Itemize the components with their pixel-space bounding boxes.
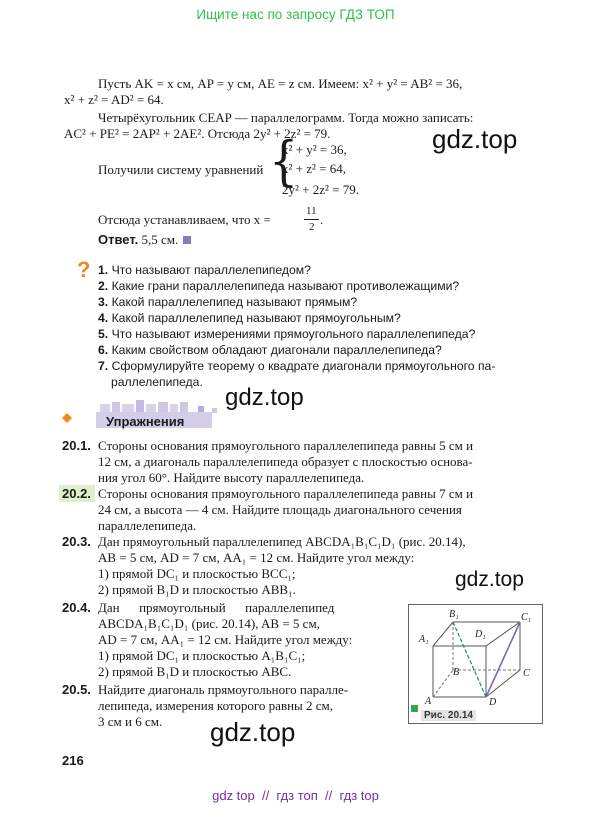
question-6: 6. Каким свойством обладают диагонали параллелепипеда? [98,343,442,357]
parallelepiped-diagram [409,605,542,723]
label-D1: D₁ [475,629,486,640]
exercise-20-4-number: 20.4. [62,600,91,615]
fraction-bar [304,219,319,220]
question-1: 1. Что называют параллелепипедом? [98,263,311,277]
exercise-20-5-number: 20.5. [62,682,91,697]
exercise-20-2-line-1: Стороны основания прямоугольного параллелепипеда равны 7 см и [98,486,474,501]
bottom-banner[interactable]: gdz top // гдз топ // гдз top [212,788,379,803]
exercise-20-2-line-2: 24 см, а высота — 4 см. Найдите площадь диагонального сечения [98,502,462,517]
exercise-20-4-line-4: 1) прямой DC₁ и плоскостью A₁B₁C₁; [98,648,306,663]
exercise-20-1-line-3: ния угол 60°. Найдите высоту параллелепипеда. [98,470,365,485]
question-mark-icon [76,258,94,280]
solution-line-2: x² + z² = AD² = 64. [64,92,164,107]
question-5: 5. Что называют измерениями прямоугольного параллелепипеда? [98,327,476,341]
exercise-20-4-line-3: AD = 7 см, AA₁ = 12 см. Найдите угол между: [98,632,353,647]
label-D: D [489,697,497,708]
fraction-denominator: 2 [309,221,315,233]
question-3: 3. Какой параллелепипед называют прямым? [98,295,358,309]
exercise-20-5-line-3: 3 см и 6 см. [98,714,163,729]
watermark-3: gdz.top [455,568,524,591]
watermark-4: gdz.top [210,717,296,747]
question-7: 7. Сформулируйте теорему о квадрате диагонали прямоугольного па- [98,359,496,373]
solution-line-1: Пусть AK = x см, AP = y см, AE = z см. Имеем: x² + y² = AB² = 36, [98,76,463,91]
fraction-numerator: 11 [306,205,317,217]
svg-text:?: ? [77,258,91,280]
hence-text: Отсюда устанавливаем, что x = [98,212,271,227]
solution-line-4: AC² + PE² = 2AP² + 2AE². Отсюда 2y² + 2z² = 79. [64,126,331,141]
system-eq-1: x² + y² = 36, [282,142,347,157]
label-B1: B₁ [449,609,459,620]
label-C: C [523,668,530,679]
answer-label: Ответ. [98,232,139,247]
question-4: 4. Какой параллелепипед называют прямоугольным? [98,311,401,325]
question-2: 2. Какие грани параллелепипеда называют противолежащими? [98,279,460,293]
exercise-20-4-line-2: ABCDA₁B₁C₁D₁ (рис. 20.14), AB = 5 см, [98,616,320,631]
top-banner[interactable]: Ищите нас по запросу ГДЗ ТОП [196,7,395,22]
label-C1: C₁ [521,612,532,623]
question-7-continued: раллелепипеда. [111,375,203,389]
exercise-20-3-line-4: 2) прямой B₁D и плоскостью ABB₁. [98,582,296,597]
exercise-20-3-line-1: Дан прямоугольный параллелепипед ABCDA₁B₁C₁D₁ (рис. 20.14), [98,534,466,549]
answer-value: 5,5 см. [141,232,179,247]
end-square-icon [183,236,191,244]
exercise-20-1-line-2: 12 см, а диагональ параллелепипеда образует с плоскостью основа- [98,454,473,469]
system-eq-2: x² + z² = 64, [282,161,346,176]
system-eq-3: 2y² + 2z² = 79. [282,182,359,197]
exercise-20-5-line-1: Найдите диагональ прямоугольного паралле- [98,682,349,697]
caption-marker-icon [411,705,418,712]
exercise-20-3-number: 20.3. [62,534,91,549]
label-A: A [425,696,432,707]
label-A1: A₁ [419,634,429,645]
label-B: B [453,667,460,678]
watermark-2: gdz.top [225,384,304,411]
exercise-20-4-line-5: 2) прямой B₁D и плоскостью ABC. [98,664,292,679]
answer-line [98,232,191,248]
system-intro: Получили систему уравнений [98,162,264,177]
exercise-20-5-line-2: лепипеда, измерения которого равны 2 см, [98,698,334,713]
fraction-period: . [320,212,324,227]
exercise-20-2-number: 20.2. [62,486,91,501]
page-number: 216 [62,753,84,768]
figure-caption: Рис. 20.14 [421,710,476,721]
section-title: Упражнения [106,414,185,429]
system-brace: { [269,129,299,193]
exercise-20-1-line-1: Стороны основания прямоугольного параллелепипеда равны 5 см и [98,438,474,453]
solution-line-3: Четырёхугольник CEAP — параллелограмм. Тогда можно записать: [98,110,474,125]
figure-20-14 [408,604,543,724]
exercise-20-2-line-3: параллелепипеда. [98,518,197,533]
watermark-1: gdz.top [432,124,518,154]
exercise-20-1-number: 20.1. [62,438,91,453]
exercise-20-3-line-3: 1) прямой DC₁ и плоскостью BCC₁; [98,566,296,581]
exercise-20-3-line-2: AB = 5 см, AD = 7 см, AA₁ = 12 см. Найдите угол между: [98,550,415,565]
exercise-20-4-line-1: Дан прямоугольный параллелепипед [98,600,335,615]
